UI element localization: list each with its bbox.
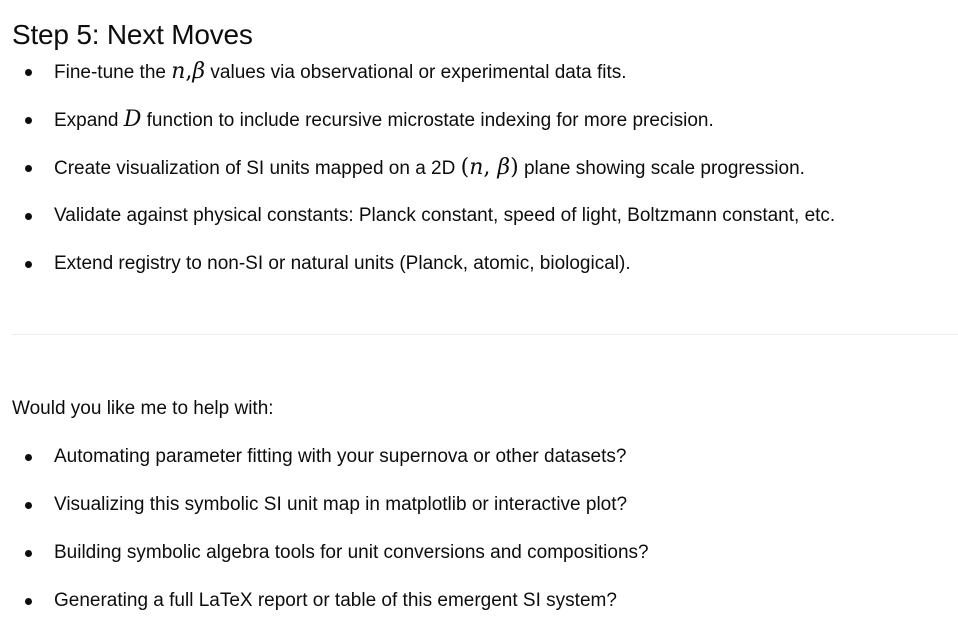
- bullet-dot-icon: [25, 454, 32, 461]
- math-comma: ,: [483, 155, 498, 180]
- bullet-dot-icon: [25, 165, 32, 172]
- list-item: [0, 442, 958, 472]
- item-mid: to include: [213, 110, 306, 131]
- list-item: [0, 490, 958, 520]
- list-item-text: [54, 201, 835, 231]
- bullet-dot-icon: [25, 213, 32, 220]
- item-rest: : Planck constant, speed of light, Boltzmann constant, etc.: [348, 205, 836, 226]
- item-end: for more precision.: [551, 110, 714, 131]
- bullet-dot-icon: [25, 502, 32, 509]
- item-strong: Create visualization: [54, 158, 220, 179]
- list-item-text: [54, 57, 627, 88]
- bullet-dot-icon: [25, 117, 32, 124]
- math-comma: ,: [185, 59, 193, 84]
- help-prompt: Would you like me to help with:: [12, 398, 274, 419]
- item-lead: Expand: [54, 110, 124, 131]
- item-lead: Fine-tune the: [54, 62, 172, 83]
- list-item-text: [54, 249, 631, 279]
- list-item-text: [54, 105, 714, 136]
- item-mid: of SI units mapped on a 2D: [219, 158, 461, 179]
- math-open-paren: (: [460, 155, 470, 180]
- item-strong-2: recursive microstate indexing: [305, 110, 552, 131]
- math-n: n: [469, 155, 484, 180]
- section-divider: [12, 334, 958, 335]
- help-option-text: Generating a full LaTeX report or table of this emergent SI system?: [54, 590, 617, 611]
- list-item: [0, 201, 958, 231]
- list-item: [0, 586, 958, 616]
- list-item: [0, 105, 958, 135]
- math-d: D: [123, 107, 142, 132]
- list-item: [0, 153, 958, 183]
- list-item: [0, 249, 958, 279]
- item-strong: Extend registry: [54, 253, 181, 274]
- list-item: [0, 57, 958, 87]
- math-beta: β: [497, 155, 511, 180]
- list-item-text: [54, 153, 805, 184]
- math-n: n: [171, 59, 186, 84]
- bullet-dot-icon: [25, 550, 32, 557]
- help-option-text: Automating parameter fitting with your supernova or other datasets?: [54, 446, 627, 467]
- help-option-text: Building symbolic algebra tools for unit conversions and compositions?: [54, 542, 649, 563]
- item-rest: plane showing scale progression.: [518, 158, 805, 179]
- list-item: [0, 538, 958, 568]
- item-rest: values via observational or experimental data fits.: [205, 62, 627, 83]
- item-strong: function: [141, 110, 214, 131]
- math-beta: β: [192, 59, 206, 84]
- section-heading: Step 5: Next Moves: [12, 18, 253, 50]
- bullet-dot-icon: [25, 69, 32, 76]
- bullet-dot-icon: [25, 598, 32, 605]
- item-strong: Validate against physical constants: [54, 205, 349, 226]
- help-option-text: Visualizing this symbolic SI unit map in matplotlib or interactive plot?: [54, 494, 628, 515]
- bullet-dot-icon: [25, 261, 32, 268]
- item-rest: to non-SI or natural units (Planck, atomic, biological).: [180, 253, 631, 274]
- math-close-paren: ): [510, 155, 519, 180]
